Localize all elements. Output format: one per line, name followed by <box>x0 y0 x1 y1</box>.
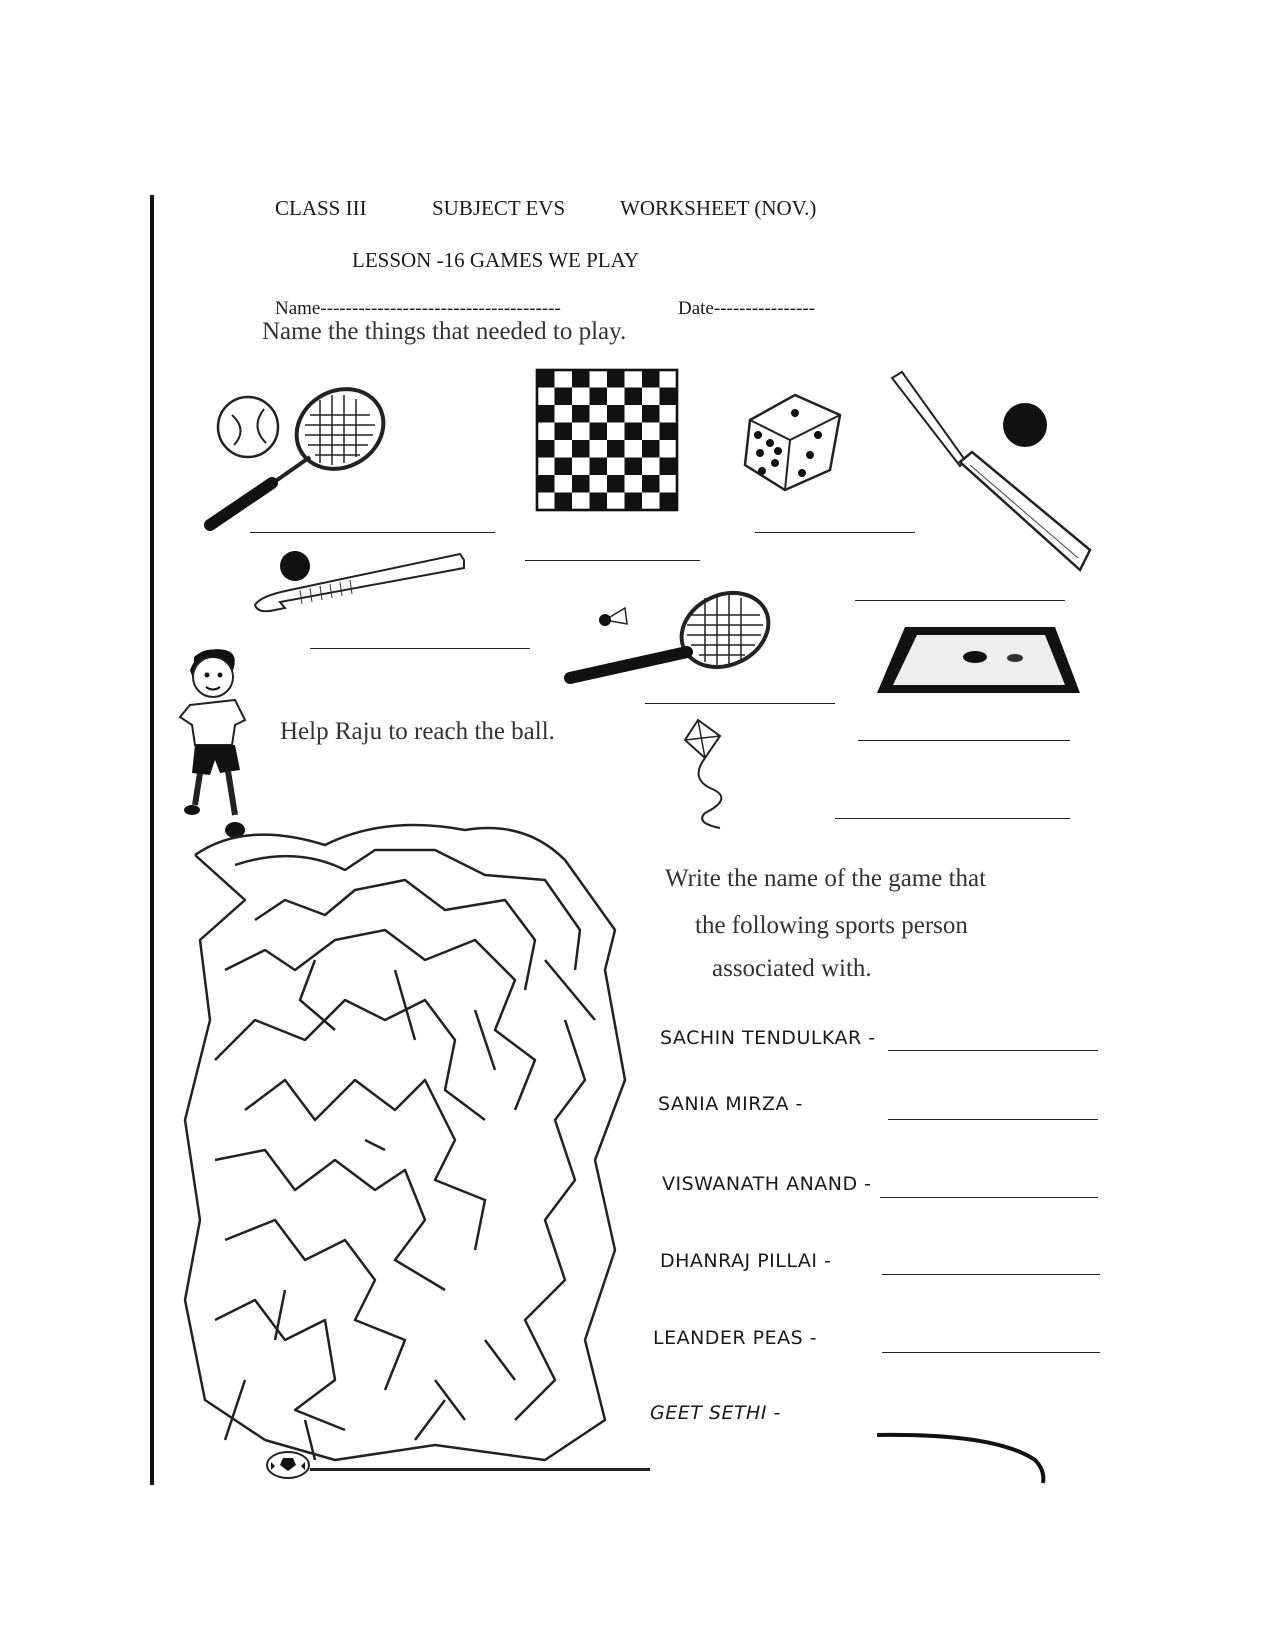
badminton-icon <box>565 590 785 685</box>
section2-instruction: Help Raju to reach the ball. <box>280 718 555 745</box>
person-leander: LEANDER PEAS - <box>653 1327 818 1349</box>
answer-line-sania[interactable] <box>888 1119 1098 1120</box>
tennis-racket-icon <box>210 385 410 545</box>
section3-instruction-line3: associated with. <box>712 955 872 982</box>
name-field[interactable]: Name-------------------------------------- <box>275 298 561 319</box>
answer-line-8[interactable] <box>835 818 1070 819</box>
football-icon <box>265 1450 311 1480</box>
answer-line-6[interactable] <box>855 600 1065 601</box>
answer-line-sachin[interactable] <box>888 1050 1098 1051</box>
class-label: CLASS III <box>275 196 367 220</box>
answer-line-2[interactable] <box>525 560 700 561</box>
kite-icon <box>680 718 750 833</box>
answer-line-dhanraj[interactable] <box>882 1274 1100 1275</box>
person-geet: GEET SETHI - <box>650 1402 781 1424</box>
answer-line-1[interactable] <box>250 532 495 533</box>
answer-line-geet[interactable] <box>875 1425 1050 1485</box>
carrom-board-icon <box>875 625 1085 695</box>
section1-instruction: Name the things that needed to play. <box>262 318 627 345</box>
section3-instruction-line2: the following sports person <box>695 912 968 939</box>
date-field[interactable]: Date---------------- <box>678 298 816 319</box>
lesson-title: LESSON -16 GAMES WE PLAY <box>352 248 640 272</box>
person-viswanath: VISWANATH ANAND - <box>662 1173 872 1195</box>
page-left-edge <box>150 195 154 1485</box>
answer-line-leander[interactable] <box>882 1352 1100 1353</box>
answer-line-viswanath[interactable] <box>880 1197 1098 1198</box>
dice-icon <box>740 385 850 490</box>
person-dhanraj: DHANRAJ PILLAI - <box>660 1250 832 1272</box>
section3-instruction-line1: Write the name of the game that <box>665 865 987 892</box>
answer-line-7[interactable] <box>858 740 1070 741</box>
chess-board-icon <box>537 370 677 510</box>
person-sachin: SACHIN TENDULKAR - <box>660 1027 876 1049</box>
hockey-stick-icon <box>250 550 470 620</box>
person-sania: SANIA MIRZA - <box>658 1093 803 1115</box>
answer-line-4[interactable] <box>310 648 530 649</box>
maze[interactable] <box>185 820 635 1470</box>
subject-label: SUBJECT EVS <box>432 196 566 220</box>
answer-line-5[interactable] <box>645 703 835 704</box>
worksheet-label: WORKSHEET (NOV.) <box>620 196 817 220</box>
maze-baseline <box>310 1468 650 1471</box>
cricket-bat-icon <box>890 370 1100 580</box>
